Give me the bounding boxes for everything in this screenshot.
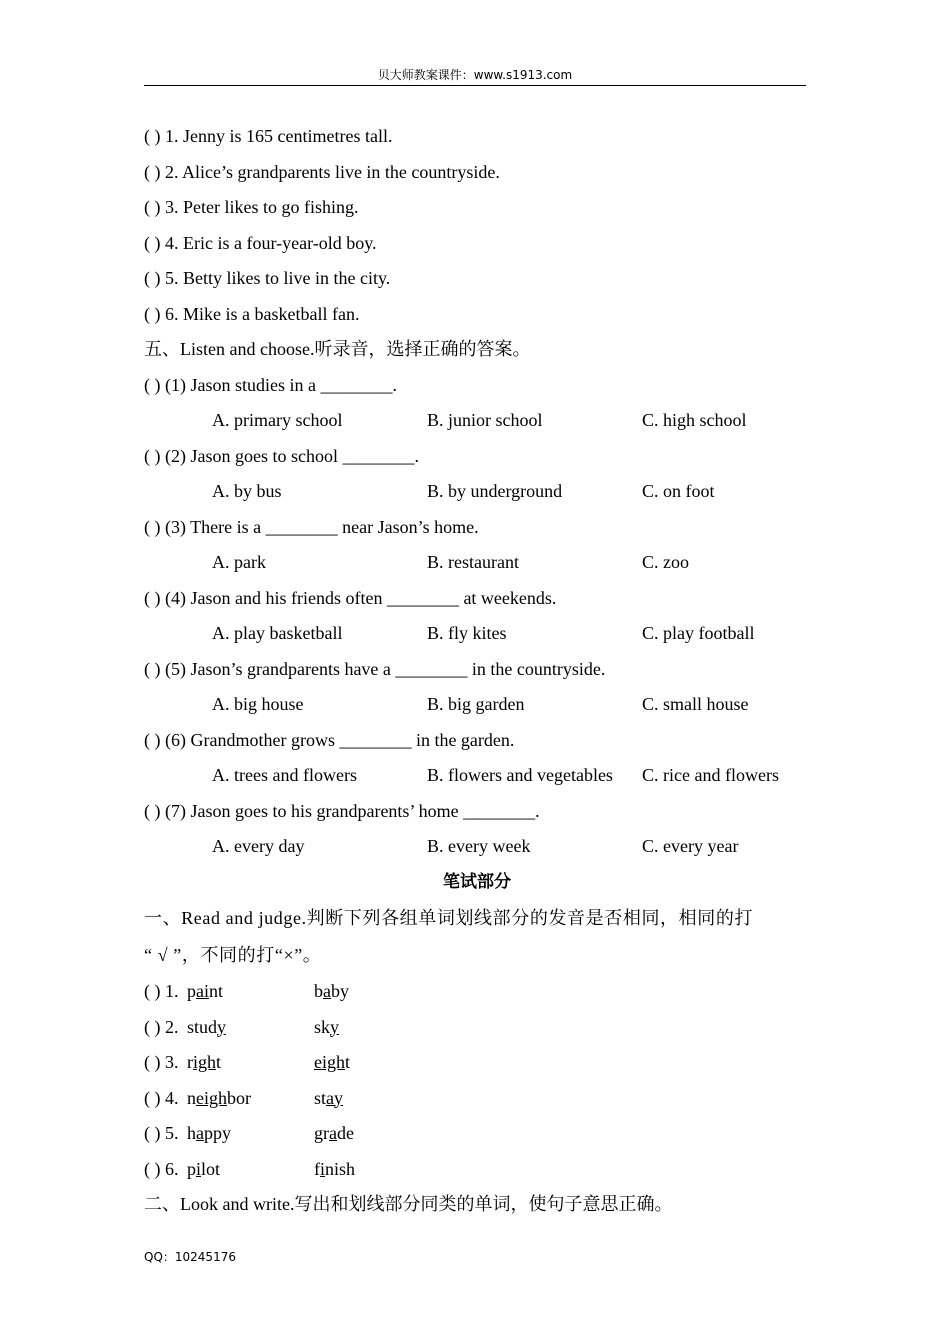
judge-row (144, 1010, 810, 1046)
tf-item: ( ) 6. Mike is a basketball fan. (144, 303, 360, 324)
option-c: C. high school (642, 410, 747, 430)
tf-item: ( ) 2. Alice’s grandparents live in the countryside. (144, 161, 500, 182)
option-a: A. play basketball (212, 623, 343, 643)
judge-row (144, 1081, 810, 1117)
judge-number: ( ) 3. (144, 1052, 179, 1072)
option-a: A. by bus (212, 481, 282, 501)
option-c: C. rice and flowers (642, 765, 779, 785)
question: ( ) (2) Jason goes to school ________. (144, 445, 419, 466)
question: ( ) (6) Grandmother grows ________ in the garden. (144, 729, 515, 750)
option-a: A. park (212, 552, 266, 572)
judge-word-2: baby (314, 981, 349, 1001)
option-a: A. every day (212, 836, 305, 856)
judge-word-2: sky (314, 1016, 340, 1037)
options-row (144, 758, 810, 794)
tf-item: ( ) 5. Betty likes to live in the city. (144, 268, 391, 288)
worksheet-content (144, 119, 810, 1223)
judge-row (144, 1152, 810, 1188)
judge-word-1: right (187, 1052, 222, 1072)
question: ( ) (3) There is a ________ near Jason’s home. (144, 516, 479, 537)
judge-number: ( ) 1. (144, 981, 179, 1001)
option-a: A. big house (212, 694, 304, 714)
options-row (144, 545, 810, 581)
page-header: 贝大师教案课件：www.s1913.com (377, 68, 573, 82)
option-c: C. small house (642, 694, 749, 714)
judge-row (144, 1045, 810, 1081)
written-part-title: 笔试部分 (443, 871, 511, 892)
judge-word-2: eight (314, 1052, 351, 1072)
option-b: B. fly kites (427, 623, 507, 643)
tf-item: ( ) 1. Jenny is 165 centimetres tall. (144, 126, 393, 146)
options-row (144, 474, 810, 510)
judge-number: ( ) 2. (144, 1016, 179, 1037)
option-b: B. big garden (427, 694, 525, 714)
question: ( ) (7) Jason goes to his grandparents’ home ________. (144, 800, 540, 821)
option-c: C. on foot (642, 481, 715, 501)
option-b: B. by underground (427, 481, 563, 501)
option-c: C. zoo (642, 552, 689, 572)
section2-heading: 二、Look and write.写出和划线部分同类的单词，使句子意思正确。 (144, 1194, 673, 1214)
judge-word-1: happy (187, 1123, 231, 1143)
options-row (144, 616, 810, 652)
tf-item: ( ) 3. Peter likes to go fishing. (144, 197, 359, 217)
judge-word-1: neighbor (187, 1087, 251, 1108)
judge-number: ( ) 5. (144, 1123, 179, 1143)
option-a: A. primary school (212, 410, 343, 430)
options-row (144, 687, 810, 723)
header-rule (144, 85, 806, 86)
options-row (144, 829, 810, 865)
question: ( ) (4) Jason and his friends often ________ at weekends. (144, 587, 557, 608)
judge-number: ( ) 6. (144, 1158, 179, 1179)
judge-row (144, 974, 810, 1010)
judge-row (144, 1116, 810, 1152)
section1-heading-line2: “ √ ”，不同的打“×”。 (144, 945, 322, 965)
option-b: B. every week (427, 836, 531, 856)
option-b: B. flowers and vegetables (427, 765, 613, 785)
option-c: C. every year (642, 836, 739, 856)
judge-word-1: paint (187, 981, 224, 1001)
judge-word-2: stay (314, 1087, 344, 1108)
question: ( ) (5) Jason’s grandparents have a ________ in the countryside. (144, 658, 606, 679)
judge-word-2: grade (314, 1123, 354, 1143)
option-b: B. restaurant (427, 552, 519, 572)
section1-heading-line1: 一、Read and judge.判断下列各组单词划线部分的发音是否相同，相同的打 (144, 908, 754, 928)
judge-word-1: study (187, 1016, 227, 1037)
page-footer: QQ：10245176 (144, 1250, 236, 1264)
options-row (144, 403, 810, 439)
option-a: A. trees and flowers (212, 765, 357, 785)
option-b: B. junior school (427, 410, 543, 430)
tf-item: ( ) 4. Eric is a four-year-old boy. (144, 232, 377, 253)
judge-word-2: finish (314, 1158, 356, 1179)
judge-number: ( ) 4. (144, 1087, 179, 1108)
question: ( ) (1) Jason studies in a ________. (144, 374, 397, 395)
judge-word-1: pilot (187, 1158, 221, 1179)
option-c: C. play football (642, 623, 755, 643)
section5-heading: 五、Listen and choose.听录音，选择正确的答案。 (144, 339, 531, 359)
